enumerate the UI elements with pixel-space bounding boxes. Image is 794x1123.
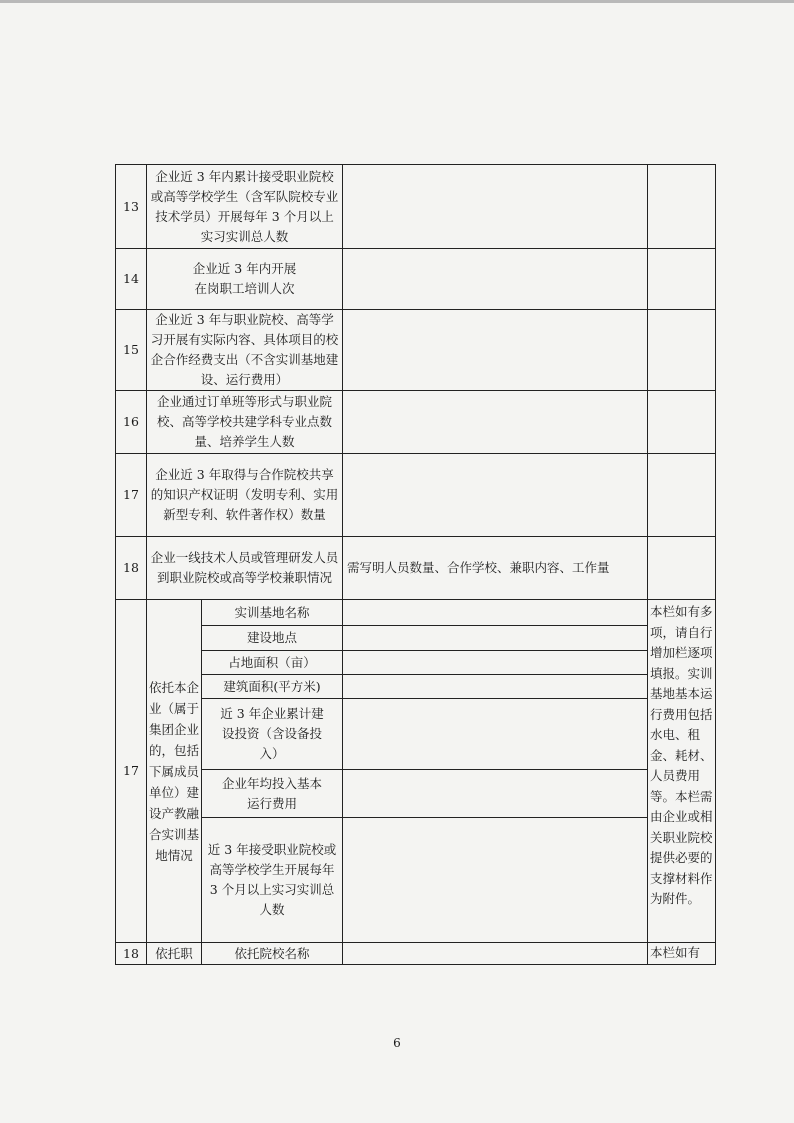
row-label: 企业一线技术人员或管理研发人员到职业院校或高等学校兼职情况: [147, 537, 343, 600]
table-row: [116, 699, 716, 770]
row-remark[interactable]: [648, 249, 716, 310]
row-label: 企业近 3 年内累计接受职业院校或高等学校学生（含军队院校专业技术学员）开展每年 3 个月以上实习实训总人数: [147, 165, 343, 249]
base-note: 本栏如有多项，请自行增加栏逐项填报。实训基地基本运行费用包括水电、租金、耗材、人员费用等。本栏需由企业或相关职业院校提供必要的支撑材料作为附件。: [648, 600, 716, 943]
row-number: 14: [116, 249, 147, 310]
base-item-label: 建设地点: [202, 626, 343, 651]
row-label: 企业通过订单班等形式与职业院校、高等学校共建学科专业点数量、培养学生人数: [147, 391, 343, 454]
last-item-value[interactable]: [343, 943, 648, 965]
row-number: 15: [116, 310, 147, 391]
table-row: [116, 943, 716, 965]
table-row: [116, 310, 716, 391]
table-row: [116, 770, 716, 818]
base-item-label: 占地面积（亩）: [202, 651, 343, 675]
table-row: [116, 454, 716, 537]
table-row: [116, 818, 716, 943]
base-group-label: 依托本企业（属于集团企业的，包括下属成员单位）建设产教融合实训基地情况: [147, 600, 202, 943]
row-value[interactable]: [343, 454, 648, 537]
table-row: [116, 391, 716, 454]
page-number: 6: [393, 1036, 401, 1050]
row-value[interactable]: [343, 310, 648, 391]
row-value[interactable]: [343, 165, 648, 249]
row-number: 17: [116, 600, 147, 943]
row-value[interactable]: [343, 249, 648, 310]
base-item-label: 近 3 年企业累计建设投资（含设备投入）: [202, 699, 343, 770]
base-item-label: 企业年均投入基本运行费用: [202, 770, 343, 818]
base-item-value[interactable]: [343, 818, 648, 943]
base-item-label: 建筑面积(平方米): [202, 675, 343, 699]
base-item-value[interactable]: [343, 699, 648, 770]
row-number: 17: [116, 454, 147, 537]
table-row: [116, 165, 716, 249]
table-row: [116, 626, 716, 651]
last-group-label: 依托职: [147, 943, 202, 965]
row-number: 16: [116, 391, 147, 454]
table-row: [116, 651, 716, 675]
table-row: [116, 249, 716, 310]
base-item-value[interactable]: [343, 600, 648, 626]
base-item-value[interactable]: [343, 626, 648, 651]
row-remark[interactable]: [648, 310, 716, 391]
row-label: 企业近 3 年取得与合作院校共享的知识产权证明（发明专利、实用新型专利、软件著作权）数量: [147, 454, 343, 537]
table-row: [116, 600, 716, 626]
row-label: 企业近 3 年内开展在岗职工培训人次: [147, 249, 343, 310]
row-number: 18: [116, 943, 147, 965]
row-number: 13: [116, 165, 147, 249]
enterprise-info-table: [115, 164, 716, 965]
base-item-label: 近 3 年接受职业院校或高等学校学生开展每年 3 个月以上实习实训总人数: [202, 818, 343, 943]
row-remark[interactable]: [648, 165, 716, 249]
base-item-value[interactable]: [343, 770, 648, 818]
row-label: 企业近 3 年与职业院校、高等学习开展有实际内容、具体项目的校企合作经费支出（不含实训基地建设、运行费用）: [147, 310, 343, 391]
row-remark[interactable]: [648, 391, 716, 454]
table-row: [116, 675, 716, 699]
row-value[interactable]: [343, 391, 648, 454]
base-item-label: 实训基地名称: [202, 600, 343, 626]
table-row: [116, 537, 716, 600]
row-remark[interactable]: [648, 454, 716, 537]
base-item-value[interactable]: [343, 675, 648, 699]
scan-top-edge: [0, 0, 794, 3]
row-number: 18: [116, 537, 147, 600]
base-item-value[interactable]: [343, 651, 648, 675]
last-note: 本栏如有: [648, 943, 716, 965]
row-remark[interactable]: [648, 537, 716, 600]
row-value[interactable]: 需写明人员数量、合作学校、兼职内容、工作量: [343, 537, 648, 600]
last-item-label: 依托院校名称: [202, 943, 343, 965]
